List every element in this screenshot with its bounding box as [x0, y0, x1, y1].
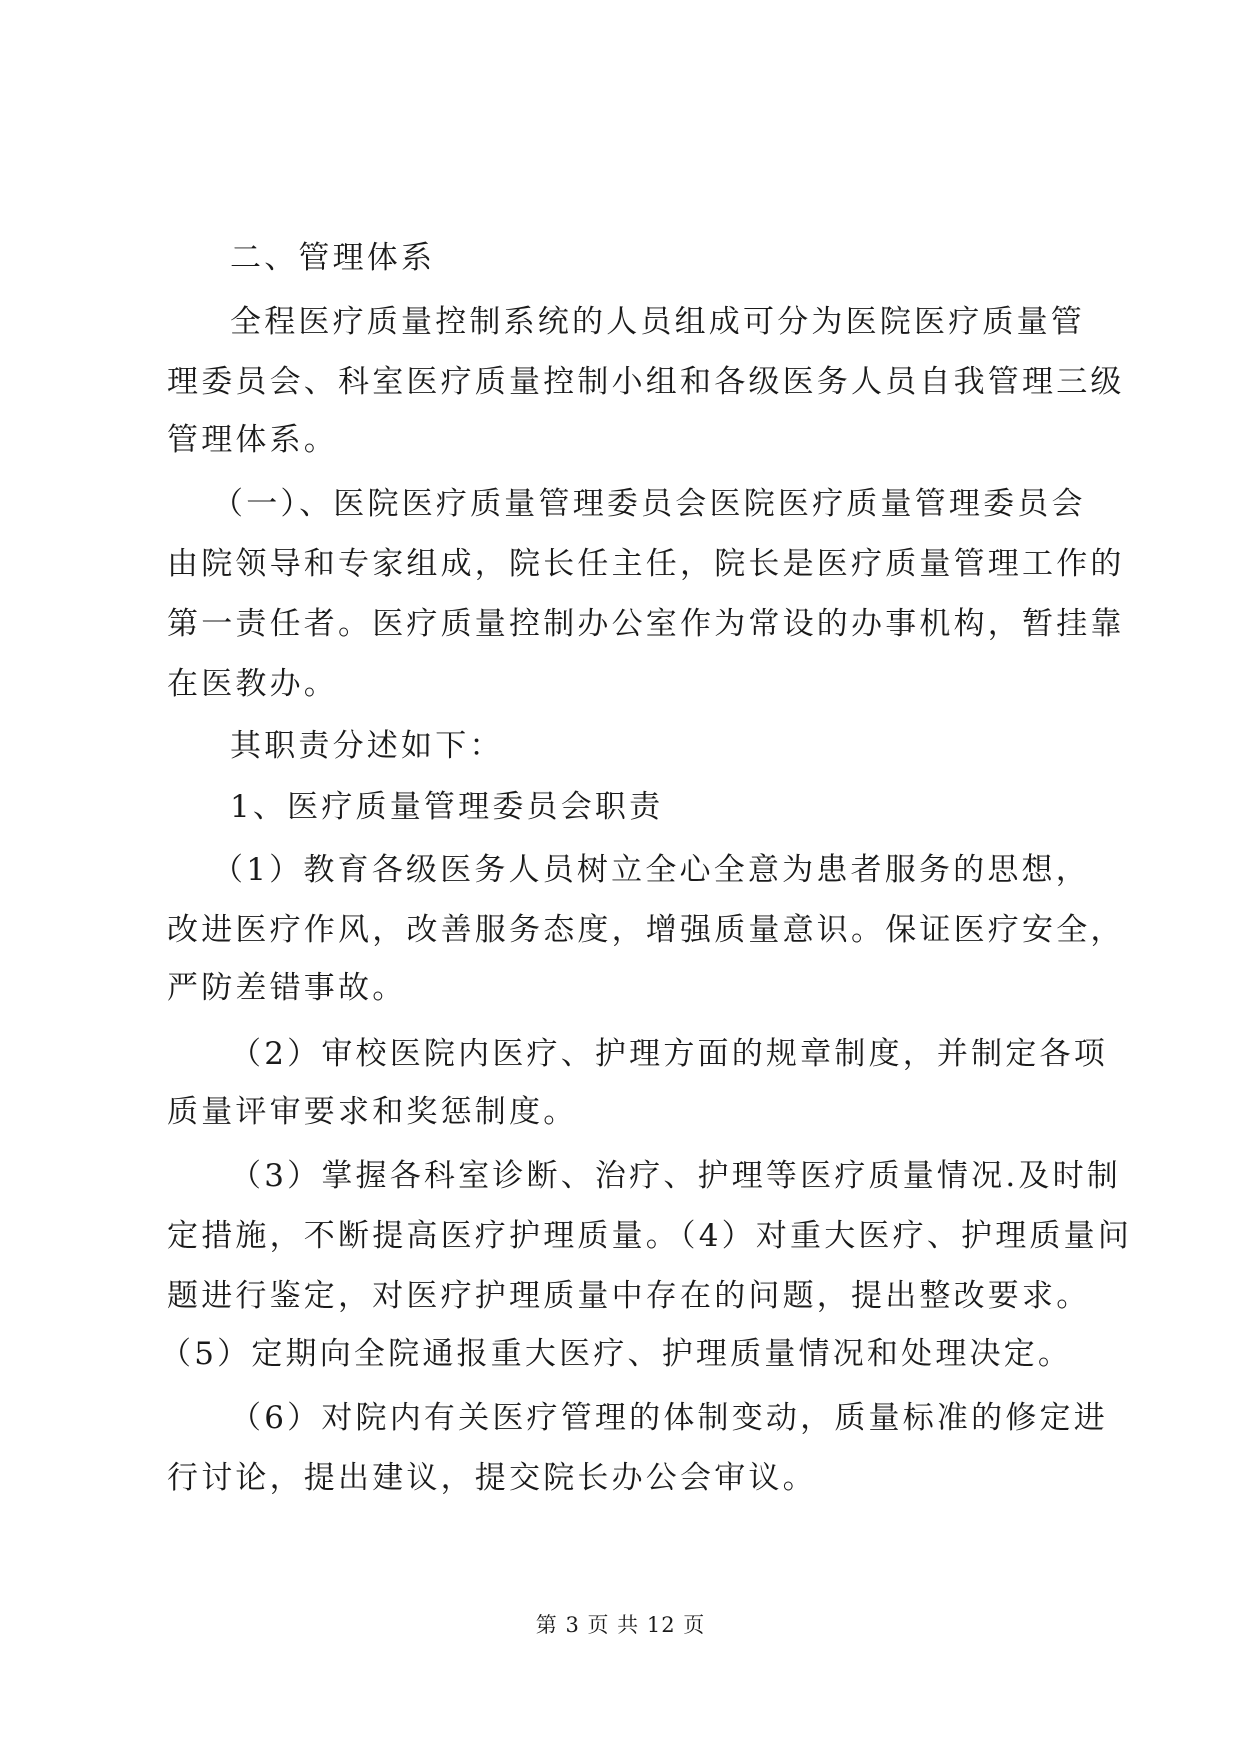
paragraph-line: 其职责分述如下： — [230, 728, 504, 764]
list-item-line: 严防差错事故。 — [167, 970, 407, 1006]
list-item-line: 定措施，不断提高医疗护理质量。（4）对重大医疗、护理质量问 — [167, 1218, 1133, 1254]
paragraph-line: 由院领导和专家组成，院长任主任，院长是医疗质量管理工作的 — [167, 546, 1125, 582]
section-heading: 二、管理体系 — [230, 240, 436, 276]
list-item-line: （2）审校医院内医疗、护理方面的规章制度，并制定各项 — [230, 1036, 1108, 1072]
list-item-line: 质量评审要求和奖惩制度。 — [167, 1094, 578, 1130]
paragraph-line: 理委员会、科室医疗质量控制小组和各级医务人员自我管理三级 — [167, 364, 1125, 400]
paragraph-line: 第一责任者。医疗质量控制办公室作为常设的办事机构，暂挂靠 — [167, 606, 1125, 642]
list-item-line: 改进医疗作风，改善服务态度，增强质量意识。保证医疗安全， — [167, 912, 1125, 948]
list-item-line: 行讨论，提出建议，提交院长办公会审议。 — [167, 1460, 817, 1496]
paragraph-line: 全程医疗质量控制系统的人员组成可分为医院医疗质量管 — [230, 304, 1085, 340]
list-item-line: （3）掌握各科室诊断、治疗、护理等医疗质量情况.及时制 — [230, 1158, 1121, 1194]
list-item-line: 题进行鉴定，对医疗护理质量中存在的问题，提出整改要求。 — [167, 1278, 1091, 1314]
paragraph-line: 在医教办。 — [167, 666, 338, 702]
list-item-line: （6）对院内有关医疗管理的体制变动，质量标准的修定进 — [230, 1400, 1108, 1436]
paragraph-line: （一）、医院医疗质量管理委员会医院医疗质量管理委员会 — [212, 486, 1086, 522]
paragraph-line: 管理体系。 — [167, 422, 338, 458]
list-item-line: （1）教育各级医务人员树立全心全意为患者服务的思想， — [212, 852, 1090, 888]
page-number-footer: 第 3 页 共 12 页 — [535, 1613, 706, 1637]
list-item-line: （5）定期向全院通报重大医疗、护理质量情况和处理决定。 — [160, 1336, 1073, 1372]
subsection-heading: 1、医疗质量管理委员会职责 — [230, 789, 664, 825]
